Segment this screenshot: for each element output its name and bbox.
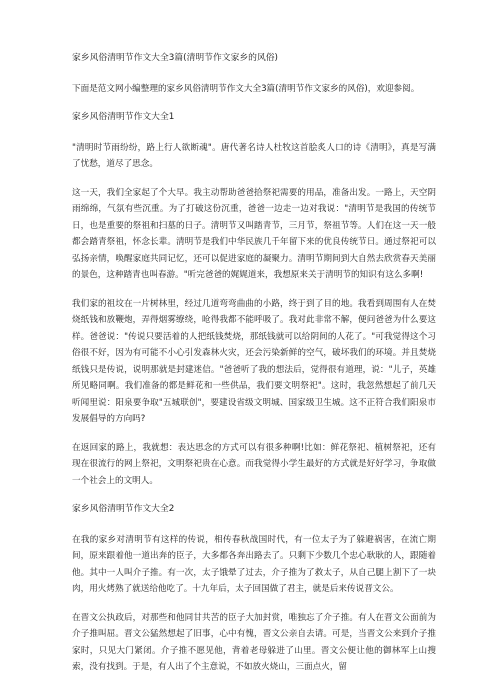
body-paragraph: 在我的家乡对清明节有这样的传说，相传春秋战国时代，有一位太子为了躲避祸害，在流亡期间，原来跟着他一道出奔的臣子，大多都各奔出路去了。只剩下少数几个忠心耿耿的人，跟随着他。其中一人叫介子推。有一次，太子饿晕了过去，介子推为了救太子，从自己腿上割下了一块肉，用火烤熟了就送给他吃了。十九年后，太子回国做了君主，就是后来传说晋文公。	[72, 534, 436, 594]
body-paragraph: 我们家的祖坟在一片树林里，经过几道弯弯曲曲的小路，终于到了目的地。我看到周围有人在焚烧纸钱和放鞭炮，弄得烟雾缭绕，呛得我都不能呼吸了。我对此非常不解，便问爸爸为什么要这样。爸爸说："传说只要活着的人把纸钱焚烧，那纸钱就可以给阴间的人花了。"可我觉得这个习俗很不好，因为有可能不小心引发森林火灾，还会污染新鲜的空气，破坏我们的环境。并且焚烧纸钱只是传说，说明那就是封建迷信。"爸爸听了我的想法后，觉得很有道理，说："儿子，英雄所见略同啊。我们准备的都是鲜花和一些供品，我们要文明祭祀"。这时，我忽然想起了前几天听闻里说：阳泉要争取"五城联创"，要建设省级文明城、国家级卫生城。这不正符合我们阳泉市发展倡导的方向吗?	[72, 298, 436, 424]
body-paragraph: 在晋文公执政后，对那些和他同甘共苦的臣子大加封赏，唯独忘了介子推。有人在晋文公面前为介子推叫屈。晋文公猛然想起了旧事，心中有愧，晋文公亲自去请。可是，当晋文公来到介子推家时，只见大门紧闭。介子推不愿见他，背着老母躲进了山里。晋文公便让他的御林军上山搜索，没有找到。于是，有人出了个主意说，不如放火烧山，三面点火，留	[72, 612, 436, 672]
body-paragraph: "清明时节雨纷纷，路上行人欲断魂"。唐代著名诗人杜牧这首脍炙人口的诗《清明》，真是写满了忧愁，道尽了思念。	[72, 142, 436, 169]
section-heading: 家乡风俗清明节作文大全2	[72, 504, 175, 514]
document-title: 家乡风俗清明节作文大全3篇(清明节作文家乡的风俗)	[72, 53, 278, 63]
section-heading: 家乡风俗清明节作文大全1	[72, 112, 175, 122]
body-paragraph: 在返回家的路上，我就想：表达思念的方式可以有很多种啊!比如：鲜花祭祀、植树祭祀，还有现在很流行的网上祭祀，文明祭祀贵在心意。而我觉得小学生最好的方式就是好好学习，争取做一个社会上的文明人。	[72, 442, 436, 486]
body-paragraph: 这一天，我们全家起了个大早。我主动帮助爸爸拾祭祀需要的用品，准备出发。一路上，天空阴雨绵绵，气氛有些沉重。为了打破这份沉重，爸爸一边走一边对我说："清明节是我国的传统节日，也是重要的祭祖和扫墓的日子。清明节又叫踏青节，三月节，祭祖节等。人们在这一天一般都会踏青祭祖，怀念长辈。清明节是我们中华民族几千年留下来的优良传统节日。通过祭祀可以弘扬亲情，唤醒家庭共同记忆，还可以促进家庭的凝聚力。清明节期间到大自然去欣赏春天美丽的景色，这种踏青也叫春游。"听完爸爸的娓娓道来，我想原来关于清明节的知识有这么多啊!	[72, 187, 436, 280]
intro-paragraph: 下面是范文网小编整理的家乡风俗清明节作文大全3篇(清明节作文家乡的风俗)，欢迎参阅。	[72, 83, 420, 94]
